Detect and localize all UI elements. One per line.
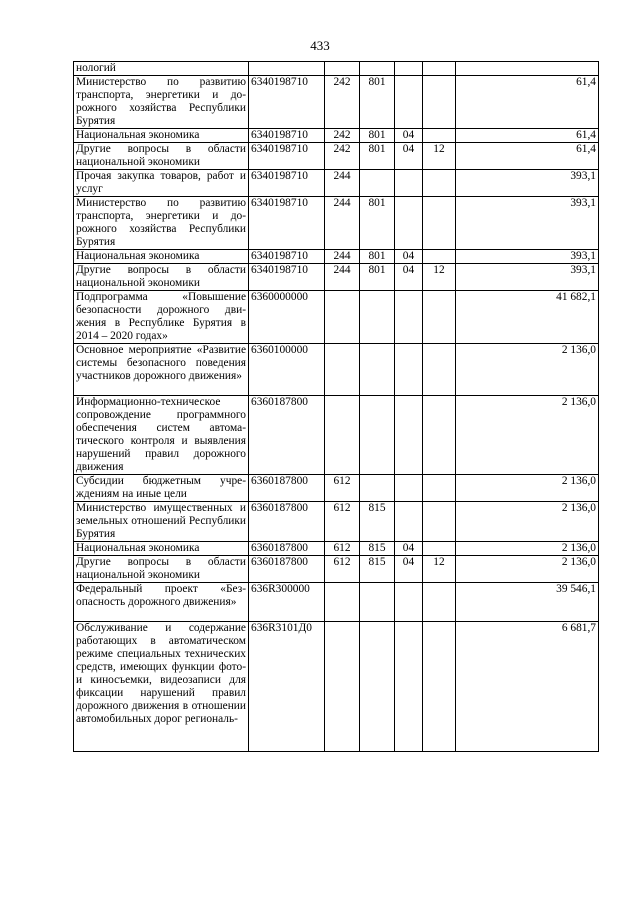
cell-sum: 2 136,0 xyxy=(456,556,599,583)
cell-rz xyxy=(395,344,423,396)
cell-name: Национальная экономика xyxy=(74,250,249,264)
cell-gr: 815 xyxy=(360,502,395,542)
cell-vr xyxy=(325,291,360,344)
cell-gr xyxy=(360,622,395,752)
cell-vr: 612 xyxy=(325,542,360,556)
cell-pr xyxy=(423,197,456,250)
cell-pr xyxy=(423,502,456,542)
cell-name: Министерство имущественных и земельных отношений Республики Бурятия xyxy=(74,502,249,542)
table-row xyxy=(74,170,599,197)
cell-rz: 04 xyxy=(395,129,423,143)
cell-name: Другие вопросы в области национальной экономики xyxy=(74,264,249,291)
cell-sum: 2 136,0 xyxy=(456,344,599,396)
table-row xyxy=(74,291,599,344)
cell-gr: 801 xyxy=(360,250,395,264)
cell-sum: 393,1 xyxy=(456,250,599,264)
cell-vr: 612 xyxy=(325,556,360,583)
cell-rz xyxy=(395,396,423,475)
cell-sum: 39 546,1 xyxy=(456,583,599,622)
cell-name: Министерство по развитию транспорта, энергетики и дорожного хозяйства Республики Бурятия xyxy=(74,76,249,129)
cell-pr: 12 xyxy=(423,264,456,291)
cell-code: 6340198710 xyxy=(249,76,325,129)
cell-code: 6340198710 xyxy=(249,170,325,197)
table-row xyxy=(74,264,599,291)
cell-vr: 244 xyxy=(325,197,360,250)
cell-pr xyxy=(423,62,456,76)
table-row xyxy=(74,250,599,264)
cell-pr xyxy=(423,129,456,143)
cell-name: Основное мероприятие «Развитие системы безопасного поведения участников дорожного движения» xyxy=(74,344,249,396)
cell-gr: 801 xyxy=(360,143,395,170)
cell-code: 6360000000 xyxy=(249,291,325,344)
cell-pr xyxy=(423,76,456,129)
cell-gr xyxy=(360,291,395,344)
cell-name: Министерство по развитию транспорта, энергетики и дорожного хозяйства Республики Бурятия xyxy=(74,197,249,250)
cell-vr: 612 xyxy=(325,475,360,502)
cell-rz xyxy=(395,622,423,752)
cell-name: нологий xyxy=(74,62,249,76)
cell-vr: 242 xyxy=(325,143,360,170)
cell-name: Обслуживание и содержание работающих в автоматическом режиме специальных технических средств, имеющих функции фото- и киносъемки, видеозаписи для фиксации нарушений правил дорожного движения в отношении автомобильных дорог региональ- xyxy=(74,622,249,752)
cell-sum: 2 136,0 xyxy=(456,542,599,556)
cell-pr xyxy=(423,396,456,475)
cell-gr xyxy=(360,396,395,475)
cell-code: 6360187800 xyxy=(249,502,325,542)
cell-gr: 815 xyxy=(360,556,395,583)
cell-code: 6340198710 xyxy=(249,264,325,291)
cell-rz: 04 xyxy=(395,143,423,170)
cell-sum xyxy=(456,62,599,76)
cell-rz: 04 xyxy=(395,264,423,291)
cell-vr xyxy=(325,622,360,752)
cell-code: 6360187800 xyxy=(249,396,325,475)
cell-code: 636R3101Д0 xyxy=(249,622,325,752)
cell-rz xyxy=(395,475,423,502)
cell-rz xyxy=(395,76,423,129)
cell-sum: 393,1 xyxy=(456,197,599,250)
cell-name: Субсидии бюджетным учреждениям на иные цели xyxy=(74,475,249,502)
cell-sum: 6 681,7 xyxy=(456,622,599,752)
cell-gr: 801 xyxy=(360,197,395,250)
cell-vr: 242 xyxy=(325,129,360,143)
cell-gr: 801 xyxy=(360,129,395,143)
cell-pr xyxy=(423,170,456,197)
cell-gr: 801 xyxy=(360,264,395,291)
cell-name: Прочая закупка товаров, работ и услуг xyxy=(74,170,249,197)
cell-code: 6360187800 xyxy=(249,556,325,583)
cell-sum: 2 136,0 xyxy=(456,475,599,502)
cell-code: 6360100000 xyxy=(249,344,325,396)
cell-vr: 612 xyxy=(325,502,360,542)
budget-table xyxy=(73,61,599,752)
table-row xyxy=(74,197,599,250)
cell-vr: 244 xyxy=(325,250,360,264)
cell-pr: 12 xyxy=(423,143,456,170)
cell-pr xyxy=(423,250,456,264)
table-row xyxy=(74,129,599,143)
table-row xyxy=(74,542,599,556)
cell-sum: 61,4 xyxy=(456,143,599,170)
cell-code: 6340198710 xyxy=(249,250,325,264)
cell-name: Подпрограмма «Повышение безопасности дорожного движения в Республике Бурятия в 2014 – 2020 годах» xyxy=(74,291,249,344)
cell-sum: 393,1 xyxy=(456,170,599,197)
table-row xyxy=(74,556,599,583)
cell-pr xyxy=(423,291,456,344)
cell-name: Другие вопросы в области национальной экономики xyxy=(74,143,249,170)
table-row xyxy=(74,396,599,475)
cell-gr xyxy=(360,344,395,396)
page-number: 433 xyxy=(310,38,330,53)
cell-pr xyxy=(423,344,456,396)
cell-pr: 12 xyxy=(423,556,456,583)
cell-rz xyxy=(395,170,423,197)
cell-code: 6340198710 xyxy=(249,197,325,250)
cell-sum: 393,1 xyxy=(456,264,599,291)
table-row xyxy=(74,502,599,542)
cell-rz: 04 xyxy=(395,250,423,264)
cell-rz xyxy=(395,502,423,542)
cell-rz xyxy=(395,291,423,344)
cell-rz xyxy=(395,583,423,622)
cell-sum: 2 136,0 xyxy=(456,396,599,475)
cell-gr: 801 xyxy=(360,76,395,129)
cell-gr: 815 xyxy=(360,542,395,556)
cell-code: 6360187800 xyxy=(249,475,325,502)
table-row xyxy=(74,475,599,502)
cell-sum: 61,4 xyxy=(456,129,599,143)
budget-table-body xyxy=(74,62,599,752)
cell-name: Национальная экономика xyxy=(74,129,249,143)
cell-rz xyxy=(395,62,423,76)
cell-vr xyxy=(325,344,360,396)
cell-gr xyxy=(360,475,395,502)
cell-name: Информационно-техническое сопровождение программного обеспечения систем автоматического контроля и выявления нарушений правил дорожного движения xyxy=(74,396,249,475)
cell-vr xyxy=(325,396,360,475)
cell-pr xyxy=(423,475,456,502)
table-row xyxy=(74,622,599,752)
cell-vr: 242 xyxy=(325,76,360,129)
table-row xyxy=(74,76,599,129)
cell-sum: 2 136,0 xyxy=(456,502,599,542)
cell-pr xyxy=(423,622,456,752)
table-row xyxy=(74,344,599,396)
cell-name: Федеральный проект «Безопасность дорожного движения» xyxy=(74,583,249,622)
cell-pr xyxy=(423,542,456,556)
table-row xyxy=(74,583,599,622)
cell-code xyxy=(249,62,325,76)
cell-gr xyxy=(360,583,395,622)
cell-sum: 61,4 xyxy=(456,76,599,129)
cell-code: 6360187800 xyxy=(249,542,325,556)
table-row xyxy=(74,62,599,76)
cell-gr xyxy=(360,62,395,76)
cell-vr xyxy=(325,583,360,622)
cell-name: Другие вопросы в области национальной экономики xyxy=(74,556,249,583)
cell-code: 6340198710 xyxy=(249,143,325,170)
cell-vr: 244 xyxy=(325,264,360,291)
cell-rz: 04 xyxy=(395,542,423,556)
cell-gr xyxy=(360,170,395,197)
cell-sum: 41 682,1 xyxy=(456,291,599,344)
cell-vr xyxy=(325,62,360,76)
cell-pr xyxy=(423,583,456,622)
cell-rz xyxy=(395,197,423,250)
table-row xyxy=(74,143,599,170)
cell-name: Национальная экономика xyxy=(74,542,249,556)
cell-code: 6340198710 xyxy=(249,129,325,143)
cell-rz: 04 xyxy=(395,556,423,583)
cell-code: 636R300000 xyxy=(249,583,325,622)
cell-vr: 244 xyxy=(325,170,360,197)
